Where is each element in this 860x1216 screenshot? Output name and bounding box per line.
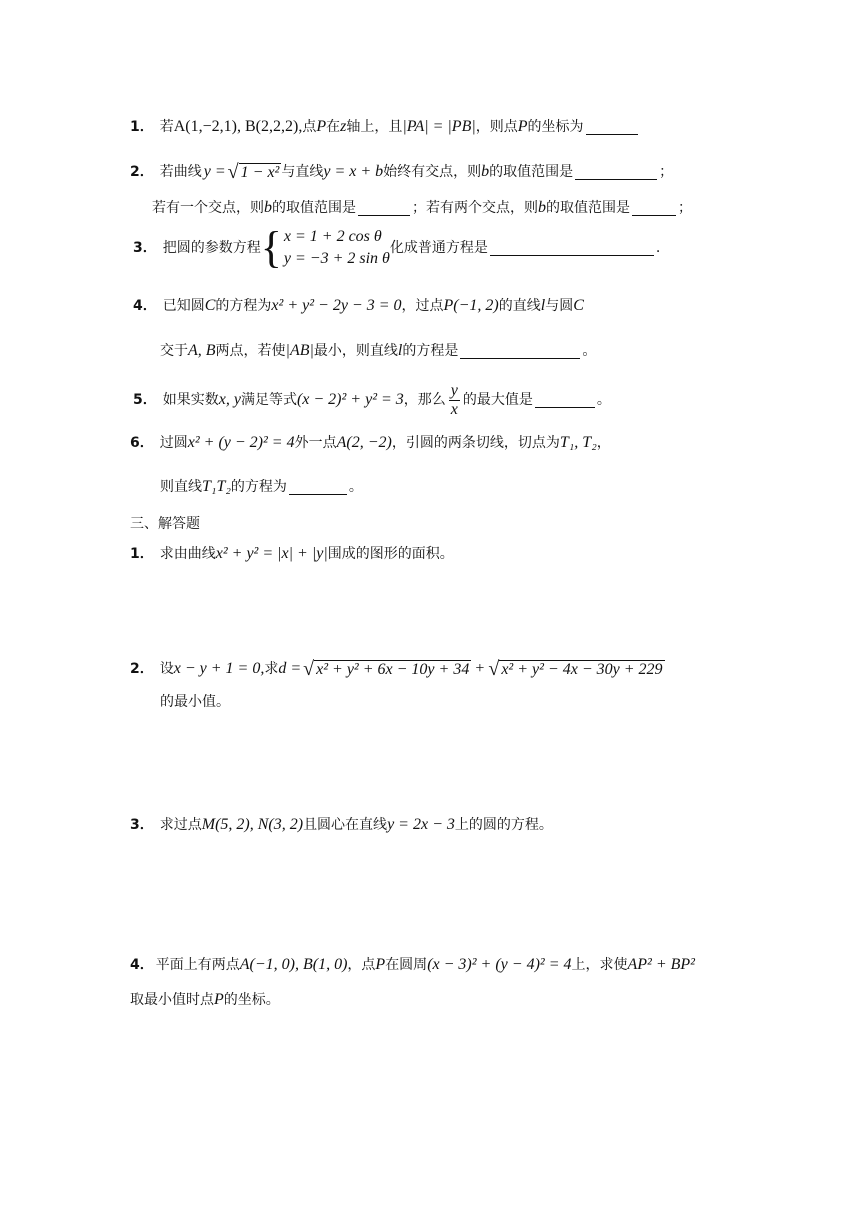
text: 且圆心在直线	[303, 817, 388, 833]
text: ，引圆的两条切线，切点为	[391, 435, 560, 451]
text: 若有一个交点，则	[152, 200, 264, 216]
math: C	[573, 297, 584, 314]
text: 求	[264, 661, 279, 677]
question-number: 6．	[130, 435, 154, 451]
plus-sign: +	[475, 660, 485, 677]
text: 的直线	[498, 298, 541, 314]
math: y =	[203, 163, 226, 180]
question-number: 5．	[133, 392, 157, 408]
math: AP² + BP²	[627, 956, 695, 973]
math: x² + y² = |x| + |y|	[215, 545, 328, 562]
solve-q4-line2	[130, 990, 280, 1010]
text: 。	[596, 392, 611, 408]
fill-q1	[130, 117, 640, 137]
fraction	[449, 382, 460, 419]
text: 点	[302, 119, 317, 135]
question-number: 2．	[130, 164, 154, 180]
question-number: 4．	[133, 298, 157, 314]
text: ，则点	[475, 119, 518, 135]
answer-blank[interactable]	[460, 344, 580, 359]
text: 轴上，且	[346, 119, 403, 135]
text: 求由曲线	[159, 546, 216, 562]
text: 过圆	[159, 435, 188, 451]
text: ，	[596, 435, 611, 451]
fill-q6	[130, 433, 611, 453]
sqrt-expression	[228, 162, 282, 182]
math: T₁T₂	[202, 478, 231, 495]
text: ，过点	[401, 298, 444, 314]
text: 围成的图形的面积。	[327, 546, 454, 562]
text: 的坐标。	[223, 992, 280, 1008]
math: x² + (y − 2)² = 4	[187, 434, 295, 451]
math: |AB|	[285, 342, 314, 359]
fill-q2-line2	[152, 198, 692, 218]
text: 与直线	[281, 164, 324, 180]
radicand: 1 − x²	[240, 164, 280, 181]
math: A(1,−2,1), B(2,2,2),	[173, 118, 303, 135]
text: 则直线	[160, 479, 202, 495]
answer-blank[interactable]	[289, 480, 347, 495]
fill-q4-line2	[160, 341, 596, 361]
math: l	[397, 342, 403, 359]
text: 的取值范围是	[546, 200, 630, 216]
text: 的方程为	[230, 479, 287, 495]
math: C	[204, 297, 216, 314]
math: M(5, 2), N(3, 2)	[201, 816, 304, 833]
math: |PA| = |PB|	[402, 118, 476, 135]
math: d =	[278, 660, 302, 677]
math: x, y	[218, 391, 241, 408]
radicand: x² + y² − 4x − 30y + 229	[501, 661, 663, 678]
text: 交于	[160, 343, 188, 359]
answer-blank[interactable]	[586, 120, 638, 135]
question-number: 1．	[130, 546, 154, 562]
fill-q5	[133, 380, 611, 420]
solve-q2-line2	[160, 692, 230, 712]
question-number: 2．	[130, 661, 154, 677]
section-title: 三、解答题	[130, 516, 200, 532]
text: 的方程为	[215, 298, 272, 314]
fill-q4	[133, 296, 584, 316]
fill-q6-line2	[160, 477, 363, 497]
text: 外一点	[294, 435, 337, 451]
text: 求过点	[159, 817, 202, 833]
text: 的坐标为	[527, 119, 584, 135]
solve-q1	[130, 544, 454, 564]
text: 已知圆	[162, 298, 205, 314]
text: 如果实数	[162, 392, 219, 408]
math: b	[481, 163, 490, 180]
equation-row: y = −3 + 2 sin θ	[283, 250, 390, 267]
question-number: 4．	[130, 957, 154, 973]
equation-row: x = 1 + 2 cos θ	[283, 228, 382, 245]
text: 。	[348, 479, 363, 495]
solve-q3	[130, 815, 553, 835]
answer-blank[interactable]	[632, 201, 676, 216]
text: 平面上有两点	[155, 957, 240, 973]
math: P	[375, 956, 386, 973]
text: 满足等式	[240, 392, 297, 408]
solve-q4	[130, 955, 695, 975]
math: x² + y² − 2y − 3 = 0	[271, 297, 402, 314]
question-number: 3．	[133, 240, 157, 256]
math: l	[540, 297, 546, 314]
text: 的取值范围是	[489, 164, 574, 180]
left-brace: {	[260, 223, 282, 272]
answer-blank[interactable]	[575, 165, 657, 180]
parametric-system	[260, 223, 390, 272]
radical-sign: √	[488, 658, 500, 680]
answer-blank[interactable]	[490, 241, 654, 256]
text: ；若有两个交点，则	[412, 200, 538, 216]
text: ；	[678, 200, 692, 216]
text: 取最小值时点	[130, 992, 214, 1008]
sqrt-expression	[303, 659, 471, 679]
text: 的最大值是	[462, 392, 533, 408]
text: 与圆	[545, 298, 574, 314]
text: 若曲线	[159, 164, 202, 180]
math: P	[316, 118, 327, 135]
math: P	[517, 118, 528, 135]
question-number: 3．	[130, 817, 154, 833]
math: T₁, T₂	[559, 434, 597, 451]
text: 在圆周	[385, 957, 428, 973]
math: x − y + 1 = 0,	[173, 660, 265, 677]
math: z	[340, 118, 347, 135]
solve-q2	[130, 657, 665, 681]
math: b	[264, 199, 272, 216]
text: 始终有交点，则	[383, 164, 482, 180]
answer-blank[interactable]	[535, 393, 595, 408]
radicand: x² + y² + 6x − 10y + 34	[316, 661, 470, 678]
text: 在	[326, 119, 341, 135]
text: 化成普通方程是	[389, 240, 488, 256]
text: 最小，则直线	[313, 343, 398, 359]
math: (x − 3)² + (y − 4)² = 4	[427, 956, 572, 973]
math: A, B	[188, 342, 216, 359]
text: ；	[659, 164, 674, 180]
text: 。	[582, 343, 597, 359]
math: y = 2x − 3	[387, 816, 455, 833]
fill-q3	[133, 223, 661, 272]
text: 上的圆的方程。	[454, 817, 553, 833]
text: 若	[159, 119, 174, 135]
text: 两点，若使	[215, 343, 286, 359]
text: 把圆的参数方程	[162, 240, 261, 256]
text: 的最小值。	[160, 694, 230, 710]
math: P	[214, 991, 224, 1008]
text: 设	[159, 661, 174, 677]
text: 上，求使	[571, 957, 628, 973]
math: A(2, −2)	[336, 434, 392, 451]
fill-q2	[130, 162, 673, 182]
math: y = x + b	[323, 163, 384, 180]
radical-sign: √	[227, 161, 239, 183]
math: b	[538, 199, 546, 216]
math: A(−1, 0), B(1, 0)	[239, 956, 348, 973]
text: 的方程是	[402, 343, 459, 359]
text: ，那么	[403, 392, 446, 408]
answer-blank[interactable]	[358, 201, 410, 216]
text: .	[655, 240, 661, 256]
text: 的取值范围是	[272, 200, 356, 216]
denominator: x	[450, 400, 458, 418]
math: (x − 2)² + y² = 3	[296, 391, 404, 408]
question-number: 1．	[130, 119, 154, 135]
sqrt-expression	[488, 659, 664, 679]
text: ，点	[347, 957, 376, 973]
numerator: y	[450, 381, 458, 399]
math: P(−1, 2)	[443, 297, 499, 314]
radical-sign: √	[303, 658, 315, 680]
